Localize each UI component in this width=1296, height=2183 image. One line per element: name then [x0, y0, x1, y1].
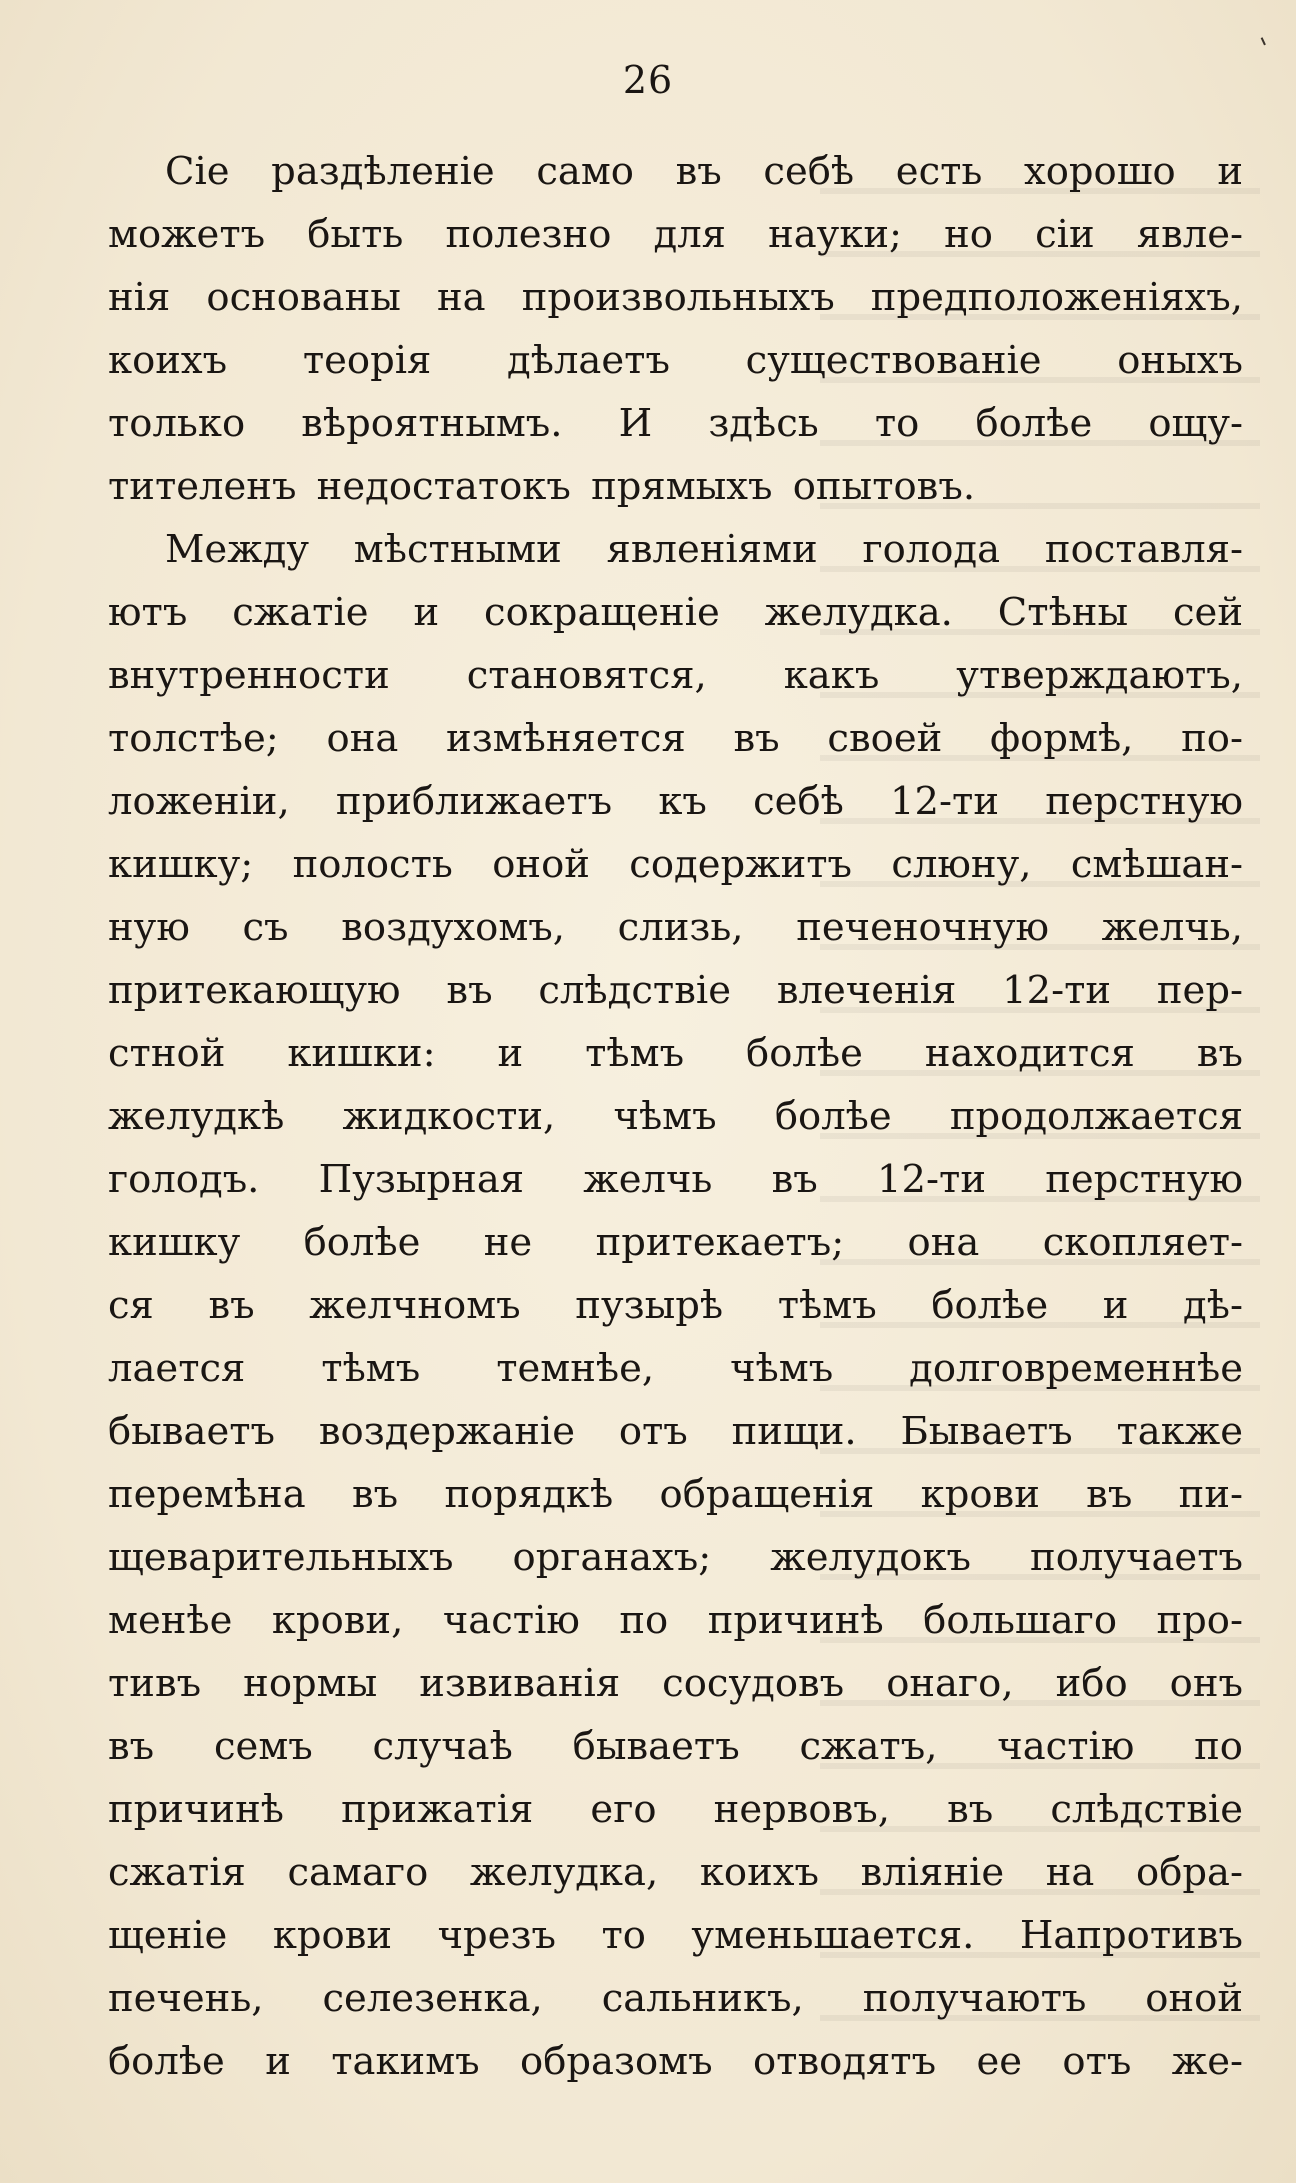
text-line: Сіе раздѣленіе само въ себѣ есть хорошо и — [165, 149, 1243, 194]
text-line: щеніе крови чрезъ то уменьшается. Напротивъ — [108, 1913, 1243, 1958]
text-line: тивъ нормы извиванія сосудовъ онаго, ибо онъ — [108, 1661, 1243, 1706]
text-line: печень, селезенка, сальникъ, получаютъ оной — [108, 1976, 1243, 2021]
text-line: нія основаны на произвольныхъ предположеніяхъ, — [108, 275, 1243, 320]
text-line: тителенъ недостатокъ прямыхъ опытовъ. — [108, 464, 976, 509]
text-line: причинѣ прижатія его нервовъ, въ слѣдствіе — [108, 1787, 1243, 1832]
text-line: кишку болѣе не притекаетъ; она скопляет- — [108, 1220, 1243, 1265]
text-line: сжатія самаго желудка, коихъ вліяніе на обра- — [108, 1850, 1243, 1895]
text-line: стной кишки: и тѣмъ болѣе находится въ — [108, 1031, 1243, 1076]
text-line: ся въ желчномъ пузырѣ тѣмъ болѣе и дѣ- — [108, 1283, 1243, 1328]
text-line: притекающую въ слѣдствіе влеченія 12-ти пер- — [108, 968, 1243, 1013]
text-line: болѣе и такимъ образомъ отводятъ ее отъ же- — [108, 2039, 1243, 2084]
text-line: перемѣна въ порядкѣ обращенія крови въ пи- — [108, 1472, 1243, 1517]
text-line: внутренности становятся, какъ утверждаютъ, — [108, 653, 1243, 698]
text-line: Между мѣстными явленіями голода поставля- — [165, 527, 1243, 572]
text-line: лается тѣмъ темнѣе, чѣмъ долговременнѣе — [108, 1346, 1243, 1391]
page-number: 26 — [622, 58, 674, 102]
text-line: бываетъ воздержаніе отъ пищи. Бываетъ также — [108, 1409, 1243, 1454]
ink-mark — [1261, 35, 1272, 46]
body-text — [108, 140, 1243, 2093]
text-line: коихъ теорія дѣлаетъ существованіе оныхъ — [108, 338, 1243, 383]
text-line: только вѣроятнымъ. И здѣсь то болѣе ощу- — [108, 401, 1243, 446]
text-line: въ семъ случаѣ бываетъ сжатъ, частію по — [108, 1724, 1243, 1769]
text-line: ную съ воздухомъ, слизь, печеночную желчь, — [108, 905, 1243, 950]
text-line: голодъ. Пузырная желчь въ 12-ти перстную — [108, 1157, 1243, 1202]
text-line: можетъ быть полезно для науки; но сіи явле- — [108, 212, 1243, 257]
text-line: толстѣе; она измѣняется въ своей формѣ, по- — [108, 716, 1243, 761]
text-line: менѣе крови, частію по причинѣ большаго про- — [108, 1598, 1243, 1643]
text-line: желудкѣ жидкости, чѣмъ болѣе продолжается — [108, 1094, 1243, 1139]
text-line: щеварительныхъ органахъ; желудокъ получаетъ — [108, 1535, 1243, 1580]
text-line: кишку; полость оной содержитъ слюну, смѣшан- — [108, 842, 1243, 887]
text-line: ложеніи, приближаетъ къ себѣ 12-ти перстную — [108, 779, 1243, 824]
text-line: ютъ сжатіе и сокращеніе желудка. Стѣны сей — [108, 590, 1243, 635]
